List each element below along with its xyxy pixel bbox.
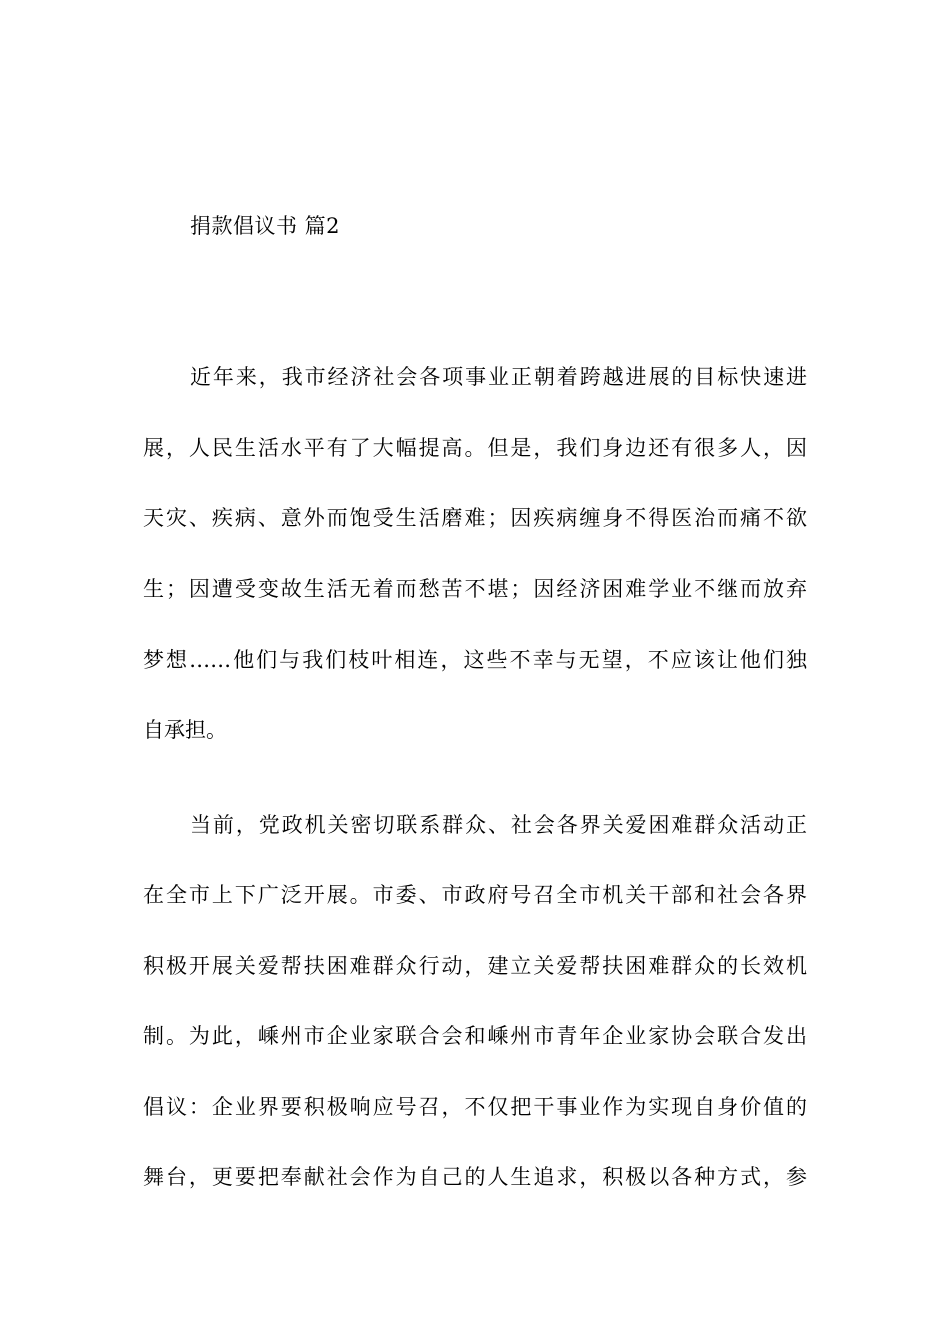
paragraph-line: 梦想……他们与我们枝叶相连，这些不幸与无望，不应该让他们独: [143, 648, 807, 672]
paragraph-line: 积极开展关爱帮扶困难群众行动，建立关爱帮扶困难群众的长效机: [143, 954, 807, 978]
paragraph-line: 当前，党政机关密切联系群众、社会各界关爱困难群众活动正: [190, 813, 807, 837]
document-heading: 捐款倡议书 篇2: [190, 214, 341, 238]
paragraph-line: 展，人民生活水平有了大幅提高。但是，我们身边还有很多人，因: [143, 436, 807, 460]
paragraph-line: 自承担。: [143, 718, 227, 742]
paragraph-line: 舞台，更要把奉献社会作为自己的人生追求，积极以各种方式，参: [143, 1165, 807, 1189]
paragraph-line: 倡议：企业界要积极响应号召，不仅把干事业作为实现自身价值的: [143, 1095, 807, 1119]
paragraph-line: 在全市上下广泛开展。市委、市政府号召全市机关干部和社会各界: [143, 883, 807, 907]
paragraph-line: 天灾、疾病、意外而饱受生活磨难；因疾病缠身不得医治而痛不欲: [143, 506, 807, 530]
paragraph-line: 生；因遭受变故生活无着而愁苦不堪；因经济困难学业不继而放弃: [143, 577, 807, 601]
paragraph-line: 制。为此，嵊州市企业家联合会和嵊州市青年企业家协会联合发出: [143, 1024, 807, 1048]
paragraph-line: 近年来，我市经济社会各项事业正朝着跨越进展的目标快速进: [190, 365, 807, 389]
